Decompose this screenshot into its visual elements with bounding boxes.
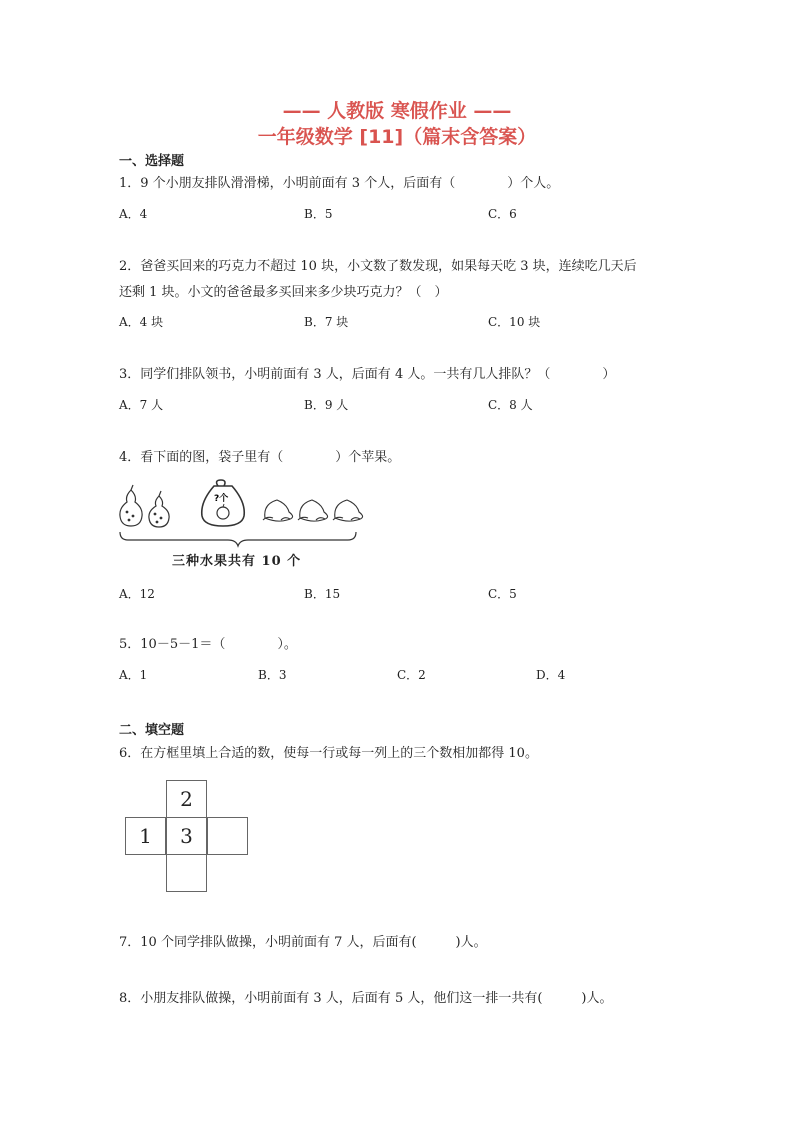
q1-option-c: C．6 <box>488 207 517 221</box>
q3-option-a: A．7 人 <box>119 398 164 412</box>
q5-option-a: A．1 <box>119 668 148 682</box>
question-2-line-1: 2．爸爸买回来的巧克力不超过 10 块，小文数了数发现，如果每天吃 3 块，连续吃几天后 <box>119 259 637 274</box>
bag-label: ?个 <box>214 494 229 504</box>
q5-option-c: C．2 <box>397 668 426 682</box>
question-1: 1．9 个小朋友排队滑滑梯，小明前面有 3 个人，后面有（ ）个人。 <box>119 176 560 191</box>
q4-option-a: A．12 <box>119 587 155 601</box>
peach-icon <box>298 500 328 521</box>
q2-option-b: B．7 块 <box>304 315 349 329</box>
q3-option-b: B．9 人 <box>304 398 349 412</box>
q4-option-c: C．5 <box>488 587 517 601</box>
q5-option-d: D．4 <box>536 668 566 682</box>
q1-option-b: B．5 <box>304 207 333 221</box>
q1-option-a: A．4 <box>119 207 148 221</box>
grid-cell-left: 1 <box>125 817 166 855</box>
pear-icon <box>120 485 142 526</box>
question-8: 8．小朋友排队做操，小明前面有 3 人，后面有 5 人，他们这一排一共有( )人。 <box>119 991 613 1006</box>
brace-line <box>120 532 356 546</box>
question-7: 7．10 个同学排队做操，小明前面有 7 人，后面有( )人。 <box>119 935 487 950</box>
q4-option-b: B．15 <box>304 587 341 601</box>
question-6: 6．在方框里填上合适的数，使每一行或每一列上的三个数相加都得 10。 <box>119 746 538 761</box>
figure-caption: 三种水果共有 10 个 <box>172 554 302 569</box>
question-3: 3．同学们排队领书，小明前面有 3 人，后面有 4 人。一共有几人排队？（ ） <box>119 367 616 382</box>
grid-cell-bottom[interactable] <box>166 854 207 892</box>
peach-icon <box>263 500 293 521</box>
section-choice-title: 一、选择题 <box>119 154 185 169</box>
q2-option-a: A．4 块 <box>119 315 164 329</box>
question-5: 5．10－5－1＝（ ）。 <box>119 637 297 652</box>
header-line-2: 一年级数学 [11]（篇末含答案） <box>257 126 537 148</box>
peach-icon <box>333 500 363 521</box>
pear-icon <box>149 491 169 527</box>
q2-option-c: C．10 块 <box>488 315 541 329</box>
question-2-line-2: 还剩 1 块。小文的爸爸最多买回来多少块巧克力？（ ） <box>119 285 448 300</box>
section-fill-title: 二、填空题 <box>119 723 185 738</box>
question-4: 4．看下面的图，袋子里有（ ）个苹果。 <box>119 450 401 465</box>
grid-cell-center: 3 <box>166 817 207 855</box>
grid-cell-right[interactable] <box>207 817 248 855</box>
q5-option-b: B．3 <box>258 668 287 682</box>
grid-cell-top: 2 <box>166 780 207 818</box>
q3-option-c: C．8 人 <box>488 398 533 412</box>
header-line-1: —— 人教版 寒假作业 —— <box>282 100 512 122</box>
